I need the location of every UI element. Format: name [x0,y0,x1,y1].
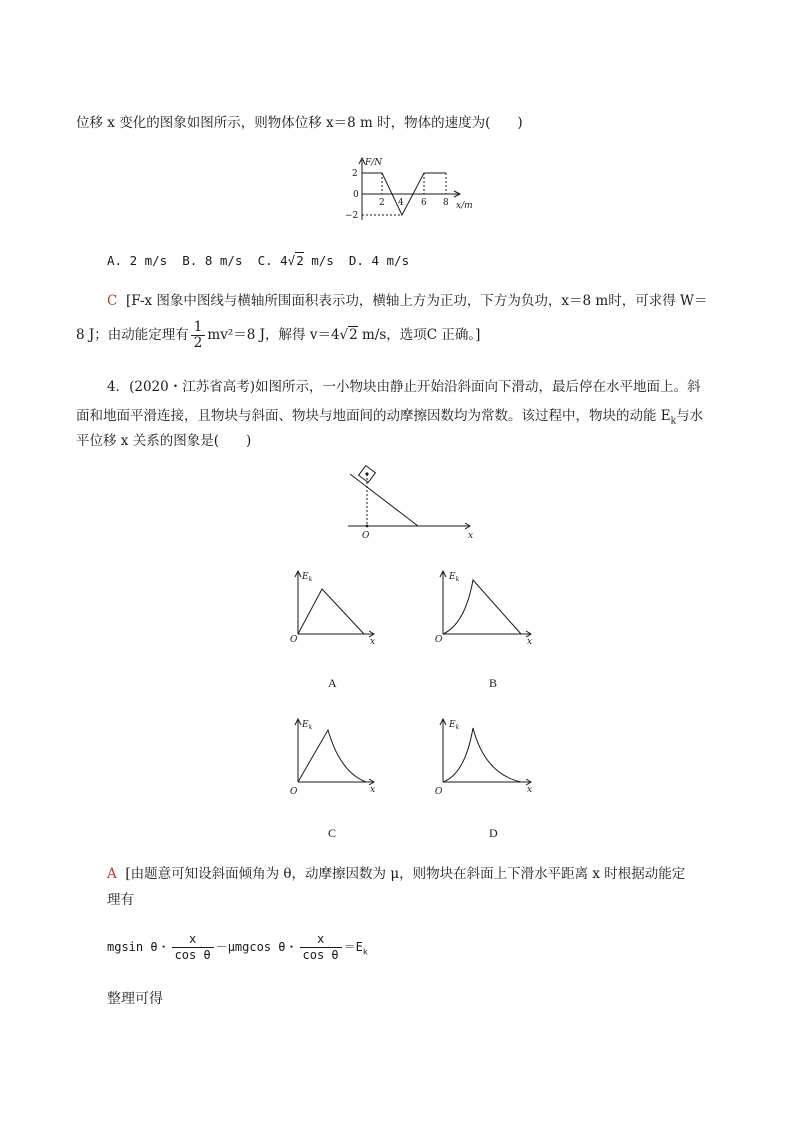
q4-stem-line1: 4．(2020・江苏省高考)如图所示，一小物块由静止开始沿斜面向下滑动，最后停在水平地面上。斜 [107,379,701,395]
origin-label: O [435,635,443,645]
y-label: $E_k$ [449,572,460,583]
ground-x-label: x [468,531,474,541]
option-c[interactable]: C. 4√2 m/s [257,253,334,268]
incline-figure [340,468,480,543]
y-axis-label: F/N [365,158,383,168]
ek-curve [443,580,521,634]
tick-x8: 8 [443,198,449,208]
choice-b-graph[interactable] [433,568,533,647]
origin-dot [366,525,369,528]
y-label: $E_k$ [449,720,460,731]
tick-x2: 2 [379,198,385,208]
tick-x6: 6 [421,198,427,208]
option-a[interactable]: A. 2 m/s [107,253,168,268]
origin-label: O [290,787,298,797]
incline-line [350,474,418,526]
q4-answer-letter: A [107,866,117,882]
one-half-fraction: $\frac{1}{2}$ [191,320,206,351]
choice-a-caption[interactable]: A [328,676,337,690]
x-axis-label: x/m [456,201,473,211]
origin-label: O [290,635,298,645]
ek-curve [298,730,366,782]
force-displacement-graph [340,156,490,236]
x-label: x [370,637,376,647]
tick-y-neg2: −2 [345,211,359,221]
origin-label: O [362,531,370,541]
choice-d-graph[interactable] [433,716,533,797]
y-label: $E_k$ [302,720,313,731]
q3-stem: 位移 x 变化的图象如图所示，则物体位移 x＝8 m 时，物体的速度为( ) [76,115,523,131]
option-d[interactable]: D. 4 m/s [348,253,410,268]
tick-y2: 2 [352,169,358,179]
block-center-dot [365,472,368,475]
q3-options [107,251,409,271]
q4-conclusion: 整理可得 [107,991,163,1007]
fraction-1: $\frac{x}{\text{cos θ}}$ [172,932,214,963]
fraction-2: $\frac{x}{\text{cos θ}}$ [300,932,342,963]
x-label: x [370,785,376,795]
ek-curve [443,728,521,782]
q3-solution-line2: 8 J；由动能定理有 $\frac{1}{2}$ mv²＝8 J，解得 v＝4√2 m/s，选项C 正确。] [76,319,481,351]
q4-stem-line2: 面和地面平滑连接，且物块与斜面、物块与地面间的动摩擦因数均为常数。该过程中，物块的动能 $E_k$与水 [76,408,704,427]
choice-c-caption[interactable]: C [328,826,337,840]
option-b[interactable]: B. 8 m/s [182,253,243,268]
ek-curve [298,589,364,634]
choice-d-caption[interactable]: D [489,826,498,840]
q3-solution-line1: C [F-x 图象中图线与横轴所围面积表示功，横轴上方为正功，下方为负功，x＝8 m时，可求得 W＝ [107,293,708,309]
energy-equation: mgsin θ・ $\frac{x}{\text{cos θ}}$ －μmgcos θ・ $\frac{x}{\text{cos θ}}$ $=E_k$ [107,932,368,962]
choice-a-graph[interactable] [288,568,378,647]
choice-c-graph[interactable] [288,716,378,797]
origin-label: O [435,787,443,797]
q4-stem-line3: 平位移 x 关系的图象是( ) [76,433,252,449]
tick-x4: 4 [398,198,404,208]
choice-b-caption[interactable]: B [489,676,498,690]
x-label: x [527,637,533,647]
x-label: x [527,785,533,795]
q4-solution-line1: A [由题意可知设斜面倾角为 θ，动摩擦因数为 μ，则物块在斜面上下滑水平距离 x 时根据动能定 [107,866,686,882]
q3-answer-letter: C [107,293,118,309]
y-label: $E_k$ [302,572,313,583]
tick-origin: 0 [353,190,359,200]
q4-solution-line2: 理有 [107,892,134,908]
